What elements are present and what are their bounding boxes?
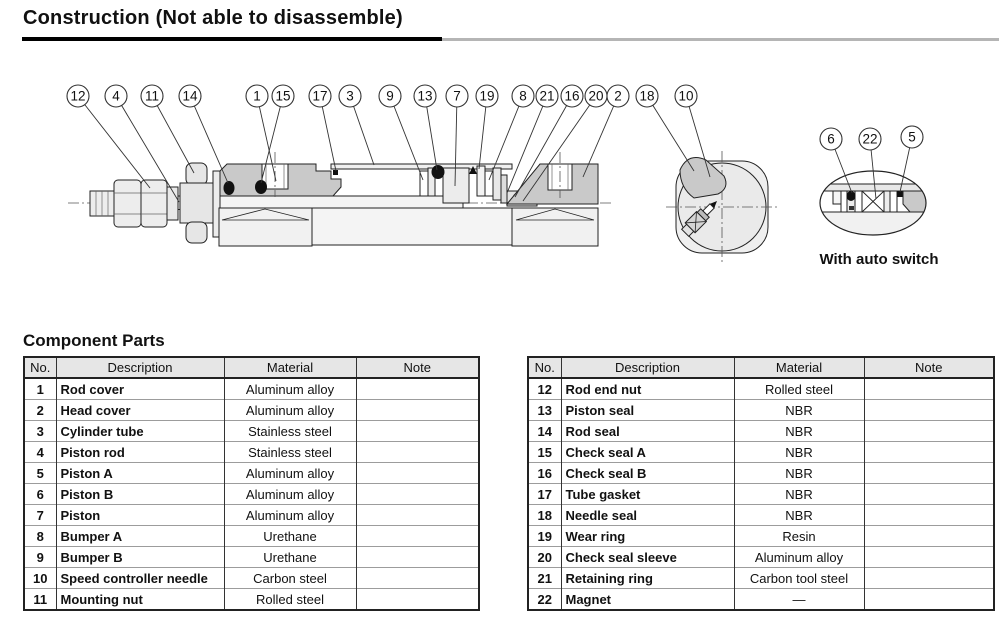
callout-number-12: 12 (70, 88, 86, 104)
table-row: 12 Rod end nut Rolled steel (528, 378, 994, 400)
table-row: 6 Piston B Aluminum alloy (24, 484, 479, 505)
external-lower-half (219, 208, 598, 246)
callout-number-21: 21 (539, 88, 555, 104)
callout-number-15: 15 (275, 88, 291, 104)
col-header-material: Material (224, 357, 356, 378)
piston-b-seal-shape (847, 191, 856, 201)
callout-number-9: 9 (386, 88, 394, 104)
callout-number-14: 14 (182, 88, 198, 104)
section-title: Component Parts (23, 331, 165, 350)
leader-line-11 (152, 96, 194, 173)
table-row: 5 Piston A Aluminum alloy (24, 463, 479, 484)
col-header-no: No. (24, 357, 56, 378)
page-title: Construction (Not able to disassemble) (23, 7, 403, 29)
callout-number-18: 18 (639, 88, 655, 104)
col-header-material: Material (734, 357, 864, 378)
rod-seal-shape (224, 181, 235, 195)
table-row: 13 Piston seal NBR (528, 400, 994, 421)
callout-number-8: 8 (519, 88, 527, 104)
callout-number-11: 11 (144, 88, 160, 104)
table-row: 19 Wear ring Resin (528, 526, 994, 547)
table-row: 18 Needle seal NBR (528, 505, 994, 526)
table-row: 8 Bumper A Urethane (24, 526, 479, 547)
component-parts-table-right (527, 356, 995, 611)
table-row: 4 Piston rod Stainless steel (24, 442, 479, 463)
callout-number-3: 3 (346, 88, 354, 104)
piston-shape (443, 168, 469, 203)
table-row: 16 Check seal B NBR (528, 463, 994, 484)
leader-line-2 (583, 96, 618, 177)
callout-number-17: 17 (312, 88, 328, 104)
table-row: 9 Bumper B Urethane (24, 547, 479, 568)
component-parts-table-left (23, 356, 480, 611)
callout-number-10: 10 (678, 88, 694, 104)
wear-ring-shape (477, 166, 485, 196)
table-row: 17 Tube gasket NBR (528, 484, 994, 505)
col-header-note: Note (356, 357, 479, 378)
piston-seal-shape (432, 165, 445, 179)
callout-number-2: 2 (614, 88, 622, 104)
callout-number-13: 13 (417, 88, 433, 104)
leader-line-12 (78, 96, 150, 188)
table-row: 3 Cylinder tube Stainless steel (24, 421, 479, 442)
col-header-no: No. (528, 357, 561, 378)
table-row: 21 Retaining ring Carbon tool steel (528, 568, 994, 589)
rod-end-nut-shape (114, 180, 141, 227)
col-header-description: Description (561, 357, 734, 378)
auto-switch-label: With auto switch (819, 251, 939, 268)
bumper-a-shape (485, 171, 493, 196)
table-row: 7 Piston Aluminum alloy (24, 505, 479, 526)
table-row: 1 Rod cover Aluminum alloy (24, 378, 479, 400)
cylinder-end-view (666, 151, 778, 263)
callout-number-6: 6 (827, 131, 835, 147)
callout-number-20: 20 (588, 88, 604, 104)
table-row: 10 Speed controller needle Carbon steel (24, 568, 479, 589)
callout-number-22: 22 (862, 131, 878, 147)
callout-number-4: 4 (112, 88, 120, 104)
callout-number-16: 16 (564, 88, 580, 104)
auto-switch-detail-view (819, 171, 938, 268)
callout-number-19: 19 (479, 88, 495, 104)
callout-number-5: 5 (908, 129, 916, 145)
callout-number-1: 1 (253, 88, 261, 104)
table-row: 14 Rod seal NBR (528, 421, 994, 442)
col-header-note: Note (864, 357, 994, 378)
table-row: 15 Check seal A NBR (528, 442, 994, 463)
table-row: 22 Magnet — (528, 589, 994, 611)
table-row: 20 Check seal sleeve Aluminum alloy (528, 547, 994, 568)
table-row: 2 Head cover Aluminum alloy (24, 400, 479, 421)
table-header-row (24, 357, 479, 378)
mounting-nut-shape (180, 163, 220, 243)
callout-number-7: 7 (453, 88, 461, 104)
table-header-row (528, 357, 994, 378)
table-row: 11 Mounting nut Rolled steel (24, 589, 479, 611)
col-header-description: Description (56, 357, 224, 378)
